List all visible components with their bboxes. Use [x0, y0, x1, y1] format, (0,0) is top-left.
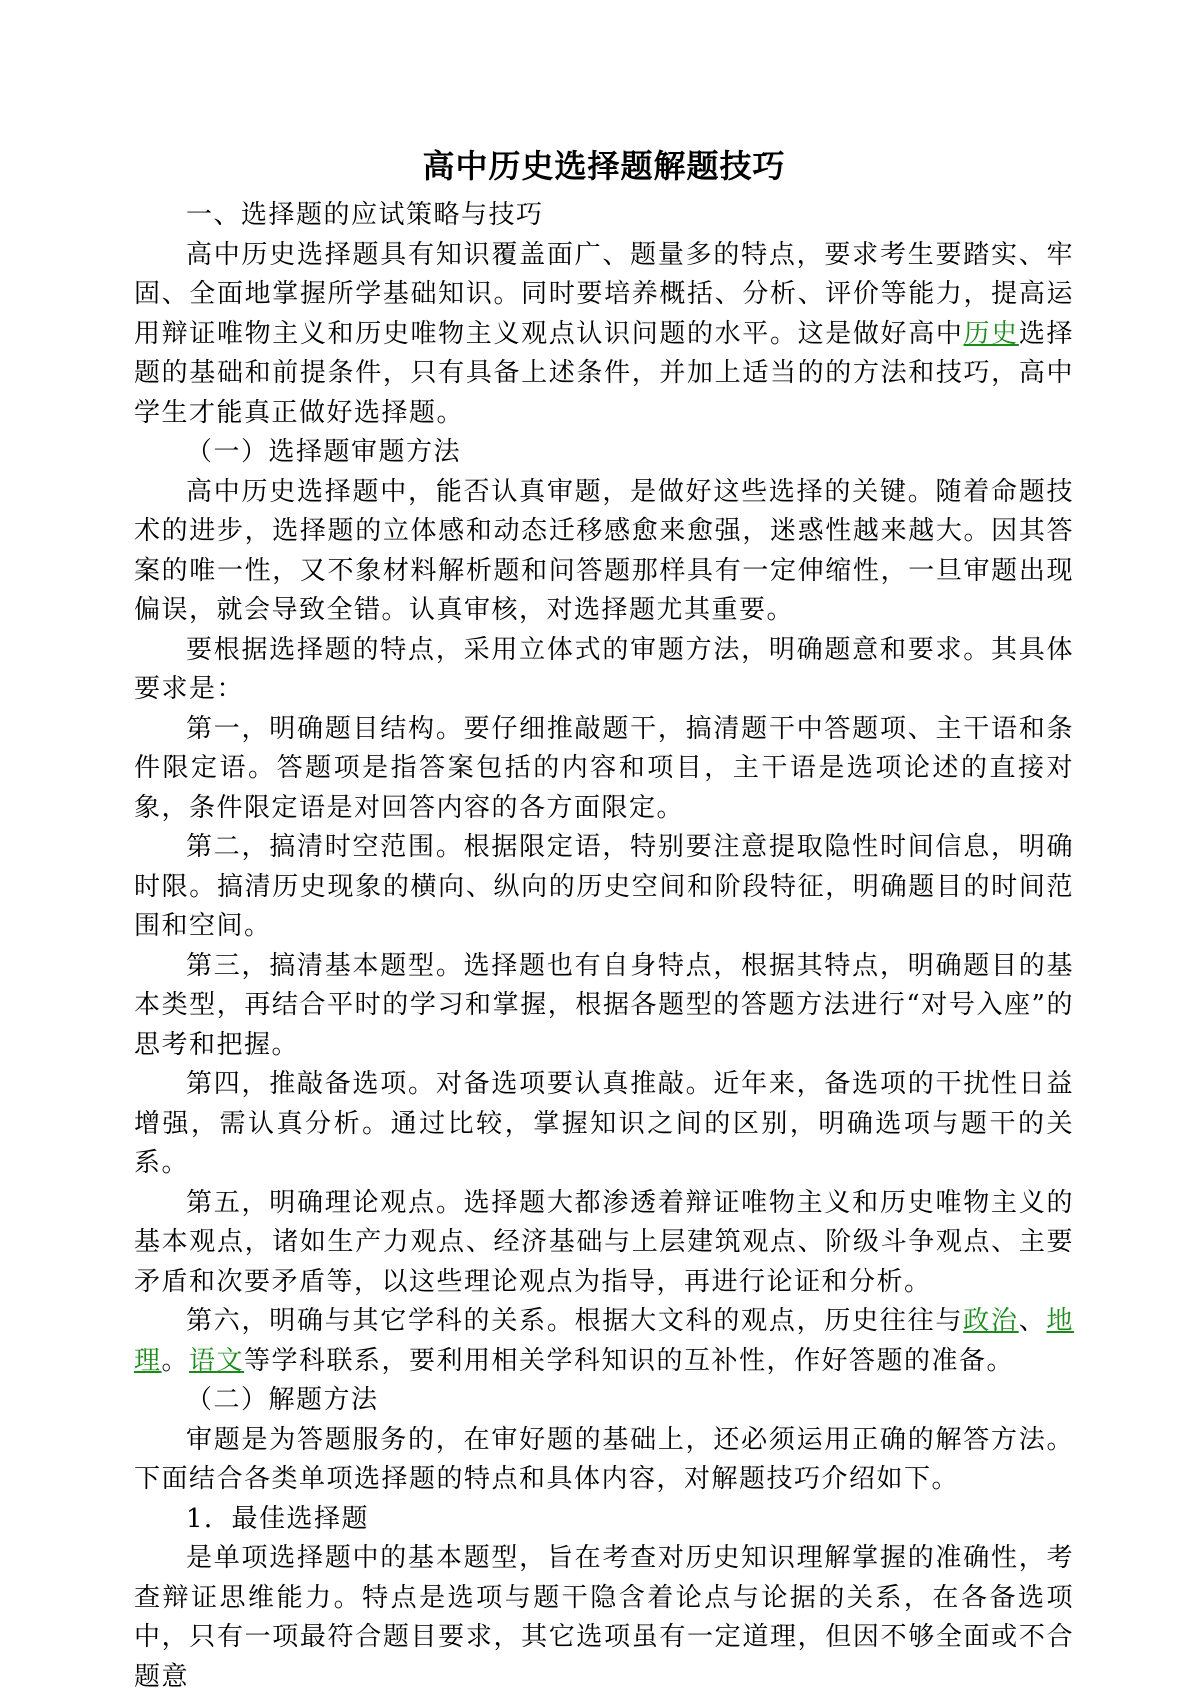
paragraph-9	[134, 1302, 1074, 1381]
paragraph-2: 高中历史选择题中，能否认真审题，是做好这些选择的关键。随着命题技术的进步，选择题的立体感和动态迁移感愈来愈强，迷惑性越来越大。因其答案的唯一性，又不象材料解析题和问答题那样具有一定伸缩性，一旦审题出现偏误，就会导致全错。认真审核，对选择题尤其重要。	[134, 476, 1074, 625]
link-geography[interactable]: 地理	[134, 1306, 1074, 1376]
paragraph-6: 第三，搞清基本题型。选择题也有自身特点，根据其特点，明确题目的基本类型，再结合平时的学习和掌握，根据各题型的答题方法进行“对号入座”的思考和把握。	[134, 950, 1074, 1060]
paragraph-text: 第六，明确与其它学科的关系。根据大文科的观点，历史往往与	[186, 1306, 964, 1336]
paragraph-5: 第二，搞清时空范围。根据限定语，特别要注意提取隐性时间信息，明确时限。搞清历史现象的横向、纵向的历史空间和阶段特征，明确题目的时间范围和空间。	[134, 832, 1074, 941]
paragraph-text: 选择题的基础和前提条件，只有具备上述条件，并加上适当的的方法和技巧，高中学生才能真正做好选择题。	[134, 318, 1074, 428]
paragraph-3: 要根据选择题的特点，采用立体式的审题方法，明确题意和要求。其具体要求是：	[134, 634, 1074, 704]
paragraph-4: 第一，明确题目结构。要仔细推敲题干，搞清题干中答题项、主干语和条件限定语。答题项是指答案包括的内容和项目，主干语是选项论述的直接对象，条件限定语是对回答内容的各方面限定。	[134, 713, 1074, 823]
link-politics[interactable]: 政治	[963, 1306, 1019, 1336]
subsection-heading-1: （一）选择题审题方法	[186, 437, 462, 467]
document-page	[134, 138, 1074, 1697]
subsection-heading-2: （二）解题方法	[186, 1385, 379, 1415]
paragraph-11: 是单项选择题中的基本题型，旨在考查对历史知识理解掌握的准确性，考查辩证思维能力。特点是选项与题干隐含着论点与论据的关系，在各备选项中，只有一项最符合题目要求，其它选项虽有一定道理，但因不够全面或不合题意	[134, 1543, 1074, 1692]
paragraph-text: 高中历史选择题具有知识覆盖面广、题量多的特点，要求考生要踏实、牢固、全面地掌握所学基础知识。同时要培养概括、分析、评价等能力，提高运用辩证唯物主义和历史唯物主义观点认识问题的水平。这是做好高中	[134, 239, 1074, 349]
paragraph-text: 等学科联系，要利用相关学科知识的互补性，作好答题的准备。	[244, 1345, 1015, 1376]
separator: 、	[1018, 1306, 1047, 1336]
separator: 。	[161, 1345, 190, 1376]
link-chinese[interactable]: 语文	[189, 1345, 245, 1376]
paragraph-1	[134, 236, 1074, 434]
document-title: 高中历史选择题解题技巧	[422, 147, 786, 185]
numbered-heading-1: 1．最佳选择题	[186, 1503, 370, 1534]
paragraph-10: 审题是为答题服务的，在审好题的基础上，还必须运用正确的解答方法。下面结合各类单项选择题的特点和具体内容，对解题技巧介绍如下。	[134, 1424, 1074, 1494]
paragraph-7: 第四，推敲备选项。对备选项要认真推敲。近年来，备选项的干扰性日益增强，需认真分析。通过比较，掌握知识之间的区别，明确选项与题干的关系。	[134, 1069, 1074, 1178]
paragraph-8: 第五，明确理论观点。选择题大都渗透着辩证唯物主义和历史唯物主义的基本观点，诸如生产力观点、经济基础与上层建筑观点、阶级斗争观点、主要矛盾和次要矛盾等，以这些理论观点为指导，再进行论证和分析。	[134, 1187, 1074, 1297]
link-history[interactable]: 历史	[963, 318, 1019, 349]
section-heading-1: 一、选择题的应试策略与技巧	[186, 200, 544, 230]
